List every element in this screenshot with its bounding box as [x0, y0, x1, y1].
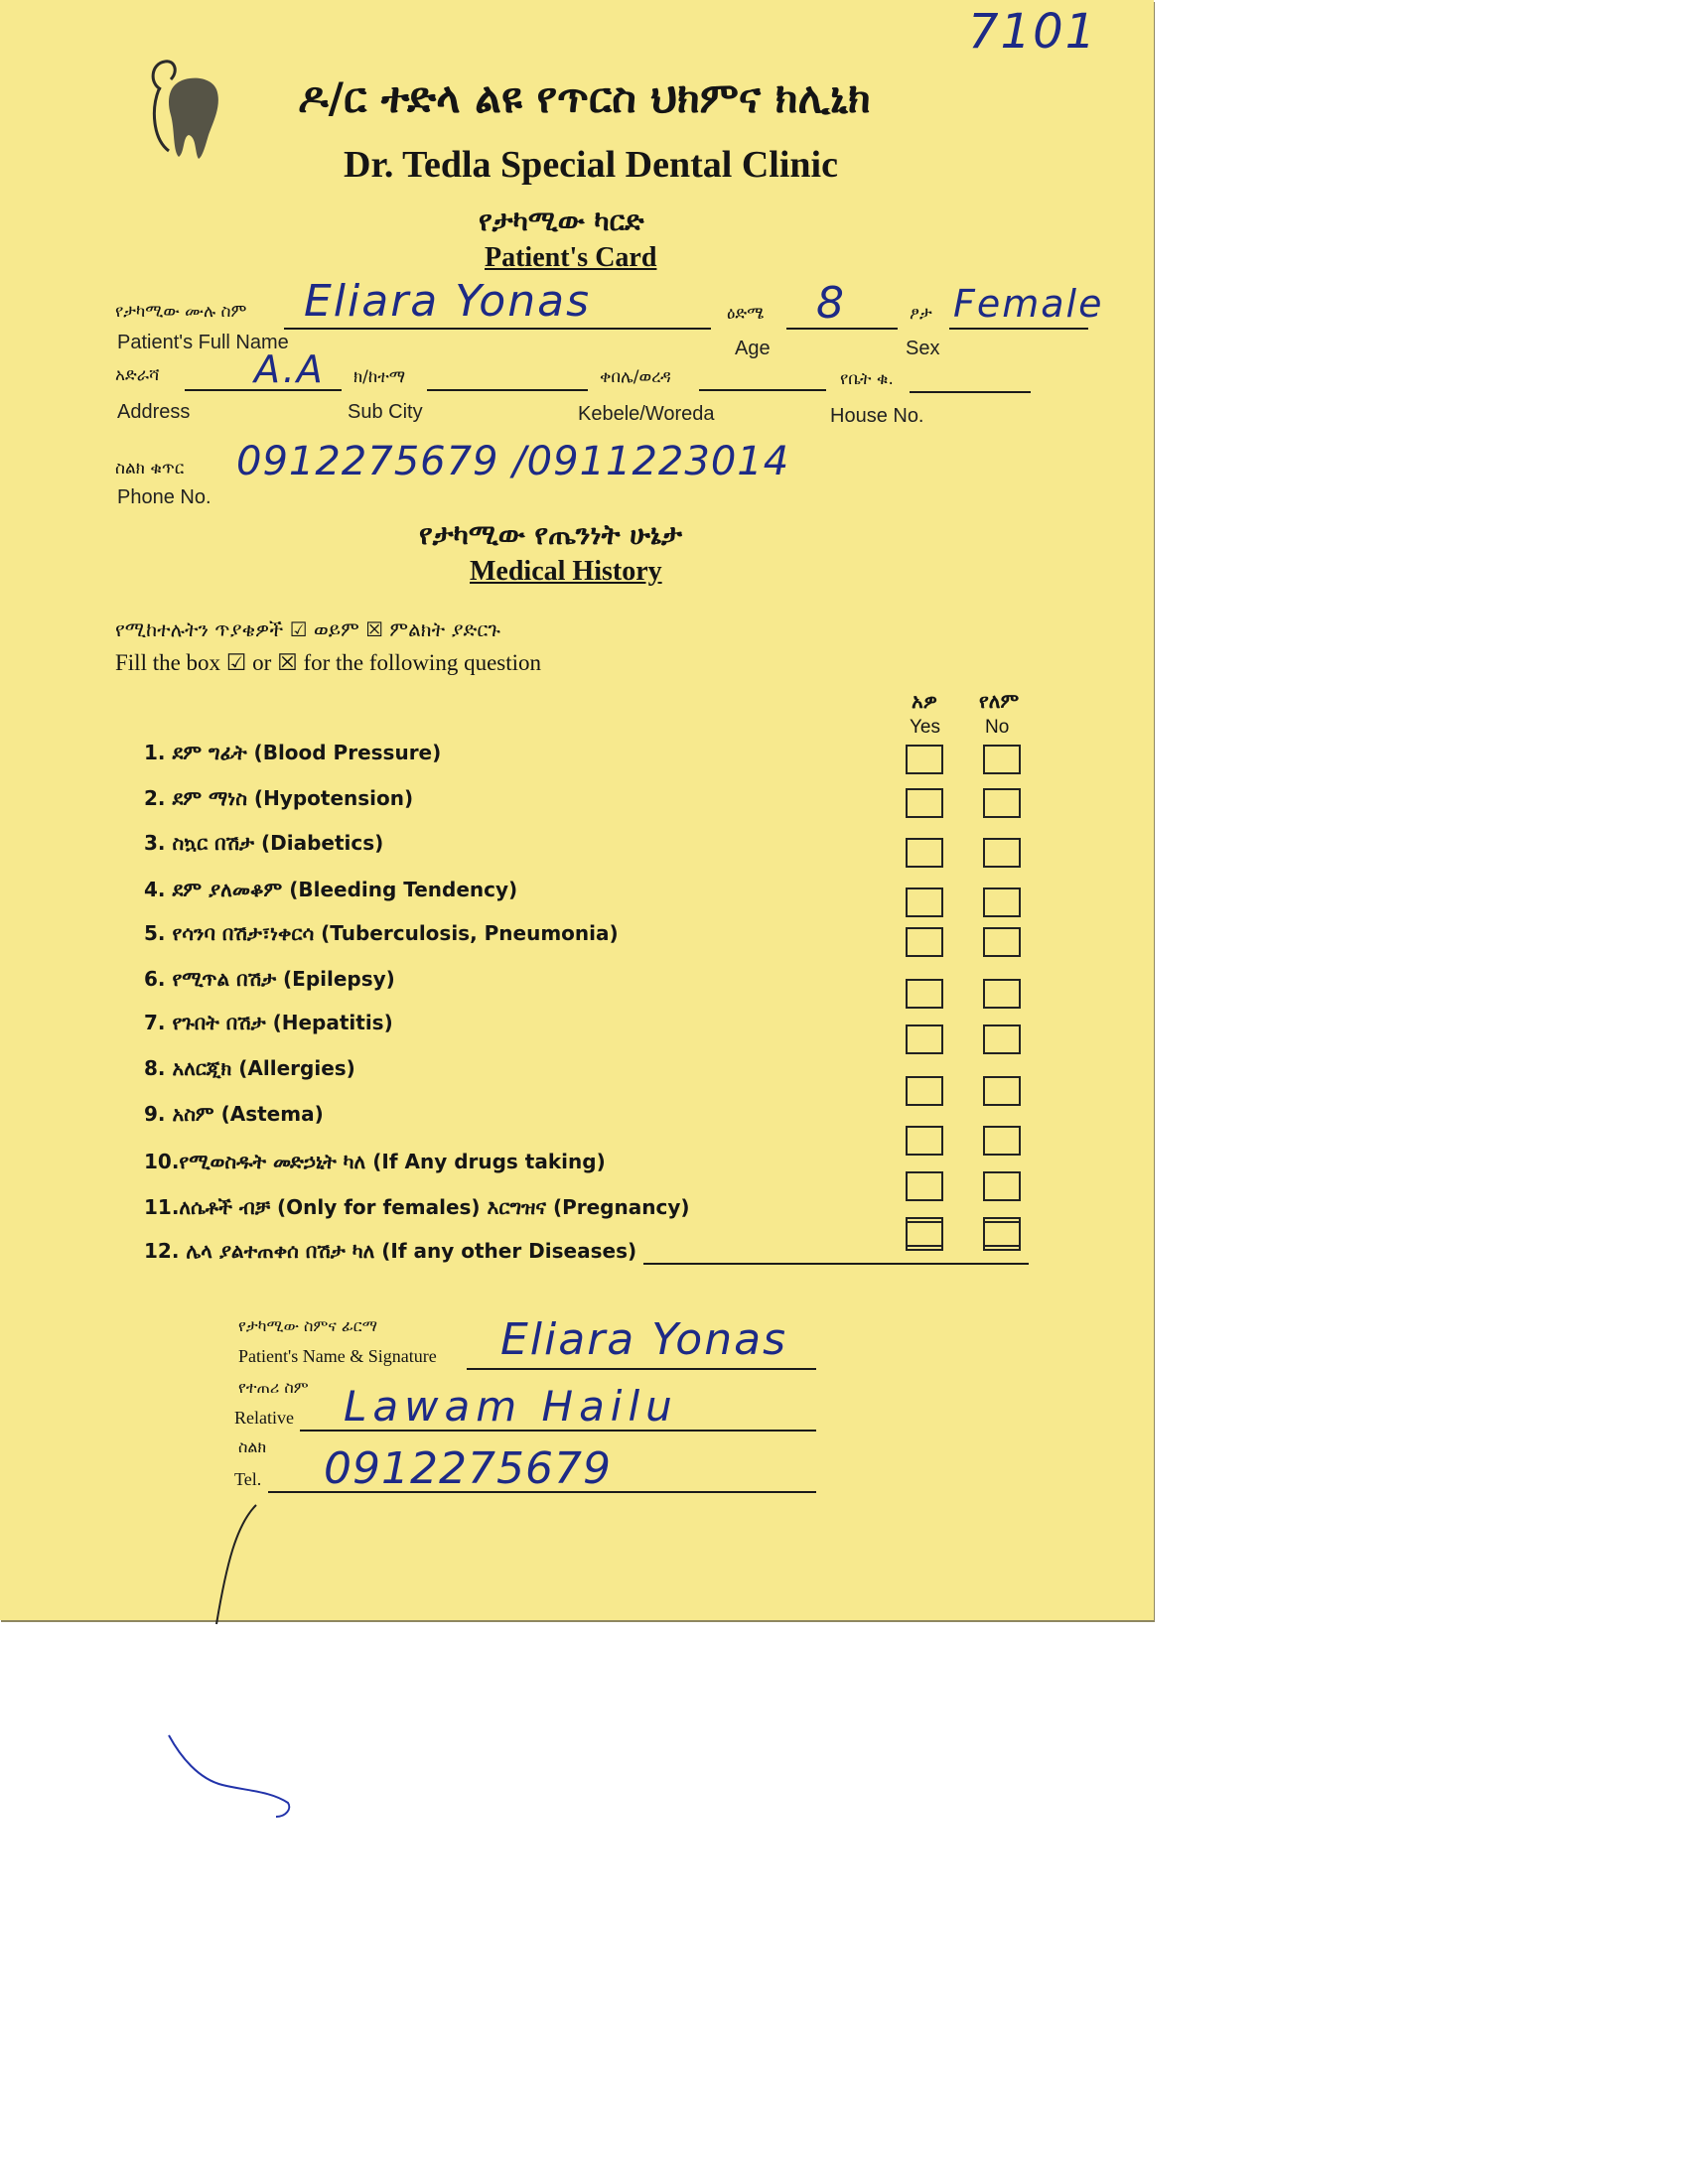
address-label: Address: [117, 401, 191, 423]
question-label: 9. አስም (Astema): [144, 1102, 324, 1126]
age-label-amharic: ዕድሜ: [727, 304, 765, 324]
no-header: No: [985, 717, 1010, 738]
sex-label: Sex: [906, 338, 940, 359]
kebele-label: Kebele/Woreda: [578, 403, 715, 425]
phone-label-amharic: ስልክ ቁጥር: [115, 459, 185, 478]
clinic-title-amharic: ዶ/ር ተድላ ልዩ የጥርስ ህክምና ክሊኒክ: [298, 73, 871, 122]
no-header-amharic: የለም: [979, 689, 1020, 713]
clinic-title: Dr. Tedla Special Dental Clinic: [344, 144, 838, 186]
house-number-label-amharic: የቤት ቁ.: [840, 369, 894, 389]
address-value: A.A: [254, 347, 325, 391]
card-title-amharic: የታካሚው ካርድ: [479, 205, 644, 237]
instruction-amharic: የሚከተሉትን ጥያቄዎች ☑ ወይም ☒ ምልክት ያድርጉ: [115, 617, 500, 641]
subcity-label: Sub City: [348, 401, 423, 423]
relative-label-amharic: የተጠሪ ስም: [238, 1378, 309, 1397]
question-label: 2. ደም ማነስ (Hypotension): [144, 786, 414, 810]
relative-value: Lawam Hailu: [344, 1382, 678, 1431]
question-label: 10.የሚወስዱት መድኃኒት ካለ (If Any drugs taking): [144, 1150, 606, 1173]
subcity-label-amharic: ክ/ከተማ: [353, 367, 406, 387]
phone-label: Phone No.: [117, 486, 211, 508]
question-label: 5. የሳንባ በሽታ፣ነቀርሳ (Tuberculosis, Pneumonia): [144, 921, 619, 945]
medical-history-title-amharic: የታካሚው የጤንነት ሁኔታ: [419, 518, 682, 551]
question-label: 4. ደም ያለመቆም (Bleeding Tendency): [144, 878, 518, 901]
question-label: 6. የሚጥል በሽታ (Epilepsy): [144, 967, 395, 991]
relative-label: Relative: [234, 1408, 294, 1428]
signature-value: Eliara Yonas: [500, 1314, 787, 1365]
question-label: 12. ሌላ ያልተጠቀሰ በሽታ ካለ (If any other Diseases): [144, 1239, 637, 1263]
full-name-value: Eliara Yonas: [304, 276, 591, 327]
signature-label: Patient's Name & Signature: [238, 1346, 437, 1366]
tel-label-amharic: ስልክ: [238, 1437, 267, 1456]
question-label: 11.ለሴቶች ብቻ (Only for females) እርግዝና (Pregnancy): [144, 1195, 690, 1219]
age-value: 8: [816, 278, 846, 329]
address-label-amharic: አድራሻ: [115, 365, 160, 385]
yes-header-amharic: አዎ: [912, 689, 937, 713]
card-title: Patient's Card: [485, 242, 657, 273]
yes-header: Yes: [910, 717, 940, 738]
full-name-label: Patient's Full Name: [117, 332, 289, 353]
age-label: Age: [735, 338, 771, 359]
tel-value: 0912275679: [324, 1443, 612, 1494]
full-name-label-amharic: የታካሚው ሙሉ ስም: [115, 302, 247, 322]
corner-number: 7101: [968, 4, 1098, 60]
instruction: Fill the box ☑ or ☒ for the following question: [115, 650, 542, 675]
sex-label-amharic: ፆታ: [910, 304, 932, 324]
sex-value: Female: [953, 282, 1104, 326]
question-label: 3. ስኳር በሽታ (Diabetics): [144, 831, 384, 855]
question-label: 7. የጉበት በሽታ (Hepatitis): [144, 1011, 393, 1034]
house-number-label: House No.: [830, 405, 924, 427]
signature-label-amharic: የታካሚው ስምና ፊርማ: [238, 1316, 378, 1335]
medical-history-title: Medical History: [470, 556, 662, 587]
kebele-label-amharic: ቀበሌ/ወረዳ: [600, 367, 671, 387]
tel-label: Tel.: [234, 1469, 262, 1489]
question-label: 1. ደም ግፊት (Blood Pressure): [144, 741, 442, 764]
question-label: 8. አለርጂክ (Allergies): [144, 1056, 355, 1080]
phone-value: 0912275679 /0911223014: [236, 439, 790, 484]
